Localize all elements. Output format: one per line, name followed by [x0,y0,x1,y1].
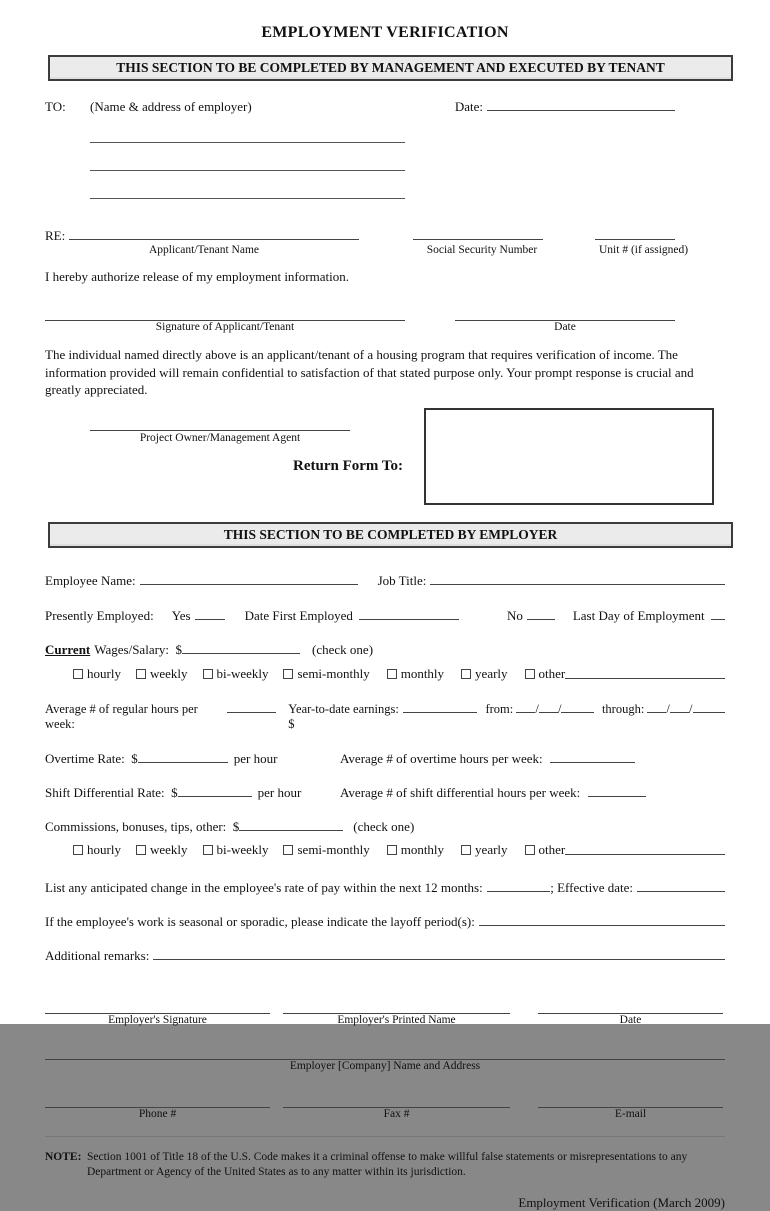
checkbox-hourly[interactable] [73,669,83,679]
employer-date-label: Date [619,1013,642,1026]
return-form-label: Return Form To: [293,457,403,474]
re-label: RE: [45,228,66,243]
owner-agent-label: Project Owner/Management Agent [139,431,301,444]
wage-frequency-row [73,665,725,682]
employer-date-line[interactable] [538,1000,723,1014]
company-name-line[interactable] [45,1046,725,1060]
no-line[interactable] [527,606,555,620]
checkbox-other[interactable] [525,669,535,679]
section-header-management: THIS SECTION TO BE COMPLETED BY MANAGEMENT AND EXECUTED BY TENANT [48,55,733,81]
employee-name-row [45,571,725,589]
re-row [45,226,725,244]
employer-signature-row [45,1000,725,1014]
current-label: Current [45,641,91,657]
ssn-label: Social Security Number [426,244,538,256]
checkbox-yearly-2[interactable] [461,845,471,855]
phone-line[interactable] [45,1094,270,1108]
yearly-label: yearly [475,665,508,681]
checkbox-semimonthly-2[interactable] [283,845,293,855]
last-day-label: Last Day of Employment [572,607,705,623]
semimonthly-label: semi-monthly [297,665,370,681]
seasonal-line[interactable] [479,912,725,926]
ssn-line[interactable] [413,226,543,240]
employer-signature-label: Employer's Signature [108,1013,207,1026]
from-month-line[interactable] [516,699,535,713]
presently-employed-row [45,606,725,624]
wages-amount-line[interactable] [182,640,300,654]
contact-labels [45,1108,725,1120]
avg-shift-line[interactable] [588,783,646,797]
wages-label: Wages/Salary: $ [94,641,183,657]
avg-overtime-line[interactable] [550,749,635,763]
yes-line[interactable] [195,606,225,620]
checkbox-yearly[interactable] [461,669,471,679]
housing-program-paragraph: The individual named directly above is an applicant/tenant of a housing program that requires verification of income. The information provided will remain confidential to satisfaction of that stated purpose only. Your prompt response is crucial and greatly appreciated. [45,347,694,398]
tenant-signature-label: Signature of Applicant/Tenant [155,321,295,333]
company-name-label: Employer [Company] Name and Address [289,1059,481,1072]
job-title-label: Job Title: [377,572,427,588]
tenant-signature-row [45,307,725,321]
employee-name-line[interactable] [140,571,358,585]
avg-shift-wrap [340,783,725,801]
monthly-label-2: monthly [400,841,445,857]
anticipated-line[interactable] [487,878,550,892]
to-date-row [45,97,725,115]
phone-label: Phone # [138,1107,177,1120]
page-title: EMPLOYMENT VERIFICATION [261,24,509,41]
other-line[interactable] [565,665,725,679]
checkbox-biweekly[interactable] [203,669,213,679]
check-one-label-2: (check one) [353,818,415,834]
contact-row [45,1094,725,1108]
checkbox-hourly-2[interactable] [73,845,83,855]
from-day-line[interactable] [539,699,558,713]
through-day-line[interactable] [670,699,689,713]
return-form-block [45,408,725,510]
checkbox-monthly[interactable] [387,669,397,679]
avg-shift-label: Average # of shift differential hours per week: [340,784,581,800]
yearly-label-2: yearly [475,841,508,857]
through-label: through: [601,701,645,716]
remarks-row [45,946,725,964]
remarks-label: Additional remarks: [45,947,150,963]
no-label: No [506,607,523,623]
ytd-label: Year-to-date earnings: $ [288,701,399,731]
semimonthly-label-2: semi-monthly [297,841,370,857]
current-wages-row [45,640,725,658]
owner-agent-line[interactable] [90,412,350,431]
job-title-line[interactable] [430,571,725,585]
commissions-row [45,817,725,835]
fax-line[interactable] [283,1094,510,1108]
per-hour-label-1: per hour [233,750,278,766]
avg-hours-row [45,699,725,732]
checkbox-other-2[interactable] [525,845,535,855]
hourly-label-2: hourly [87,841,121,857]
date-first-employed-line[interactable] [359,606,459,620]
avg-hours-label: Average # of regular hours per week: [45,701,198,731]
slash: / [535,701,539,716]
overtime-rate-line[interactable] [138,749,228,763]
other-label-2: other [538,841,566,857]
to-label: TO: [45,99,66,114]
section-header-employer: THIS SECTION TO BE COMPLETED BY EMPLOYER [48,522,733,548]
tenant-signature-date-line[interactable] [455,307,675,321]
avg-overtime-wrap [340,749,725,767]
checkbox-weekly[interactable] [136,669,146,679]
effective-date-line[interactable] [637,878,725,892]
form-version: Employment Verification (March 2009) [518,1194,725,1210]
checkbox-biweekly-2[interactable] [203,845,213,855]
date-label: Date: [454,99,483,114]
check-one-label: (check one) [312,641,374,657]
fax-label: Fax # [383,1107,410,1120]
employer-address-line-2[interactable] [90,143,405,171]
effective-date-label: ; Effective date: [550,879,633,895]
per-hour-label-2: per hour [257,784,302,800]
footer-divider [45,1136,725,1137]
employer-signature-labels [45,1014,725,1026]
tenant-signature-line[interactable] [45,307,405,321]
slash: / [689,701,693,716]
employer-address-line-3[interactable] [90,171,405,199]
note-text: Section 1001 of Title 18 of the U.S. Code makes it a criminal offense to make willful false statements or misrepresentations to any Department or Agency of the United States as to any matter within its jurisdiction. [87,1150,688,1179]
yes-label: Yes [171,607,191,623]
unit-label: Unit # (if assigned) [599,244,689,256]
seasonal-row [45,912,725,930]
weekly-label: weekly [149,665,188,681]
through-month-line[interactable] [647,699,666,713]
avg-overtime-label: Average # of overtime hours per week: [340,750,543,766]
commission-frequency-row [73,841,725,858]
remarks-line[interactable] [153,946,725,960]
other-line-2[interactable] [565,841,725,855]
weekly-label-2: weekly [149,841,188,857]
tenant-signature-labels [45,321,725,333]
commissions-line[interactable] [239,817,343,831]
employer-printed-name-label: Employer's Printed Name [337,1013,456,1026]
through-year-line[interactable] [693,699,726,713]
checkbox-weekly-2[interactable] [136,845,146,855]
tenant-signature-date-label: Date [554,321,576,333]
presently-employed-label: Presently Employed: [45,607,154,623]
applicant-name-line[interactable] [69,226,359,240]
slash: / [666,701,670,716]
hourly-label: hourly [87,665,121,681]
shift-differential-row [45,783,725,801]
anticipated-change-row [45,878,725,896]
unit-line[interactable] [595,226,675,240]
overtime-row [45,749,725,767]
last-day-line[interactable] [711,606,725,620]
re-labels-row [45,244,725,256]
biweekly-label: bi-weekly [216,665,269,681]
shift-label: Shift Differential Rate: $ [45,784,178,800]
email-line[interactable] [538,1094,723,1108]
other-label: other [538,665,566,681]
employer-printed-name-line[interactable] [283,1000,510,1014]
employer-address-block [90,115,405,199]
employee-name-label: Employee Name: [45,572,136,588]
commissions-label: Commissions, bonuses, tips, other: $ [45,818,240,834]
shift-rate-line[interactable] [178,783,252,797]
anticipated-label: List any anticipated change in the employee's rate of pay within the next 12 months: [45,879,483,895]
footer-note [45,1150,725,1181]
date-line[interactable] [487,97,675,111]
checkbox-semimonthly[interactable] [283,669,293,679]
overtime-label: Overtime Rate: $ [45,750,138,766]
avg-hours-line[interactable] [227,699,277,713]
authorize-text: I hereby authorize release of my employment information. [45,269,349,284]
ytd-line[interactable] [403,699,478,713]
employer-address-line-1[interactable] [90,115,405,143]
from-label: from: [485,701,514,716]
employer-signature-line[interactable] [45,1000,270,1014]
applicant-name-label: Applicant/Tenant Name [148,244,259,256]
to-hint: (Name & address of employer) [90,99,252,114]
return-address-box[interactable] [424,408,714,505]
from-year-line[interactable] [561,699,594,713]
date-first-employed-label: Date First Employed [244,607,353,623]
note-label: NOTE: [45,1150,82,1163]
slash: / [557,701,562,716]
checkbox-monthly-2[interactable] [387,845,397,855]
email-label: E-mail [614,1107,647,1120]
seasonal-label: If the employee's work is seasonal or sporadic, please indicate the layoff period(s): [45,913,475,929]
monthly-label: monthly [400,665,445,681]
biweekly-label-2: bi-weekly [216,841,269,857]
